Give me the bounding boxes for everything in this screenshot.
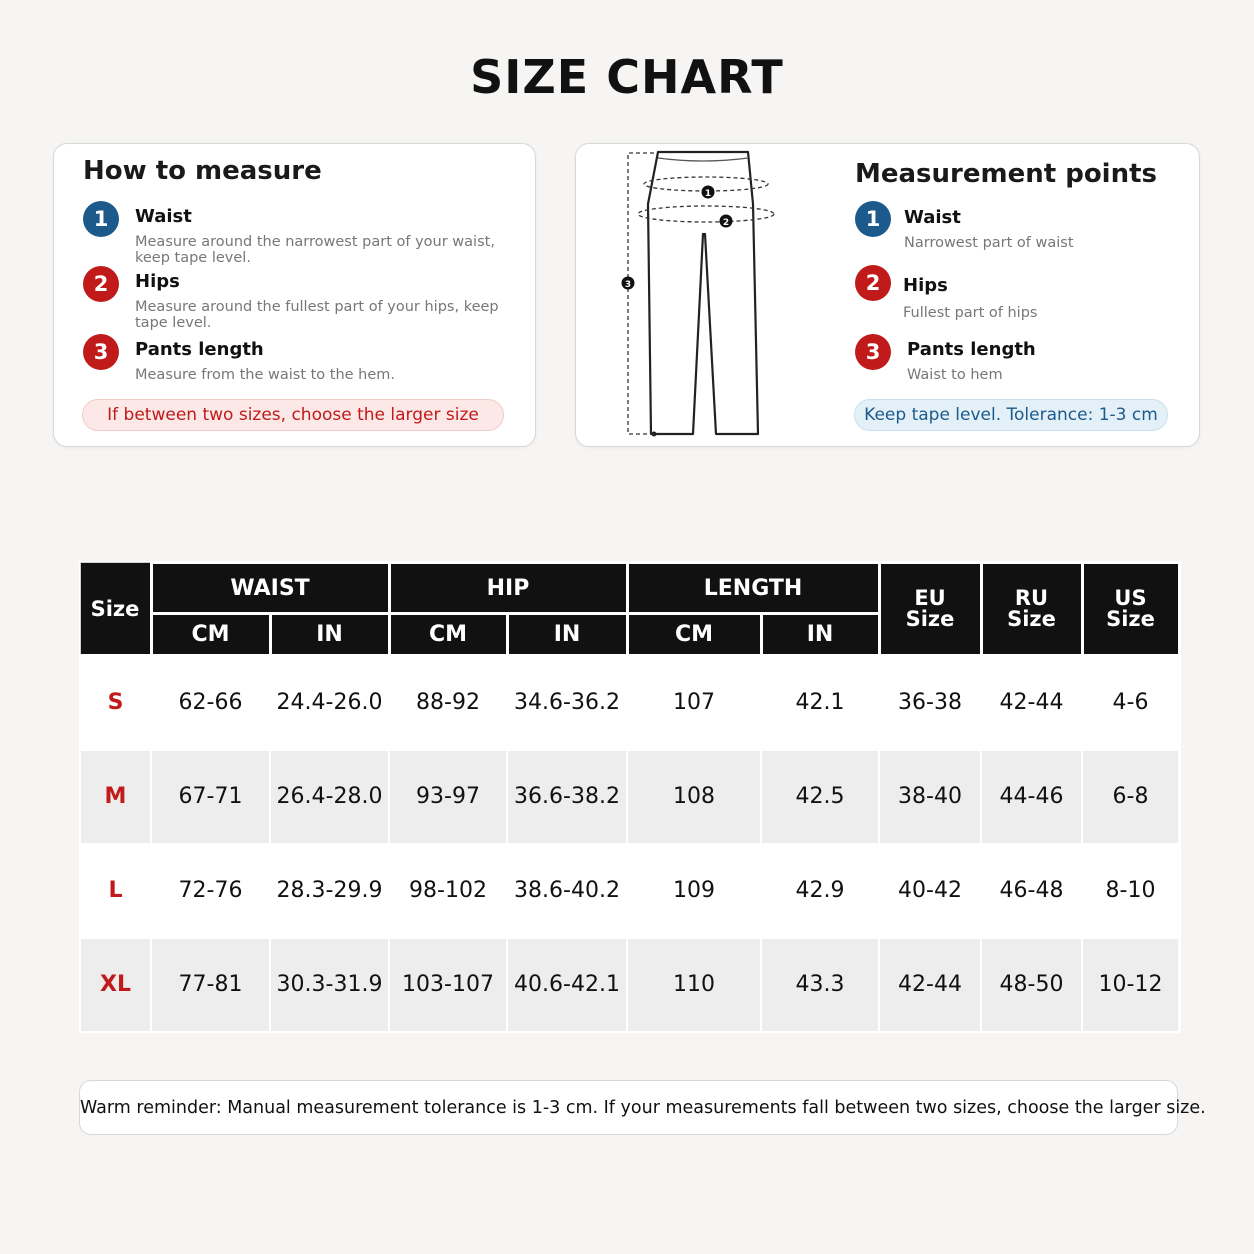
header-waist-cm: CM — [151, 614, 270, 656]
table-cell: 46-48 — [981, 844, 1082, 938]
table-cell: 38-40 — [879, 750, 981, 844]
table-cell: 26.4-28.0 — [270, 750, 389, 844]
measurement-points-card — [575, 143, 1200, 447]
svg-text:2: 2 — [722, 218, 730, 228]
header-waist-in: IN — [270, 614, 389, 656]
table-cell: 42-44 — [879, 938, 981, 1032]
how-to-measure-title: How to measure — [83, 156, 322, 186]
table-row — [80, 656, 1179, 750]
point-3-badge: 3 — [855, 334, 891, 370]
table-cell: 88-92 — [389, 656, 507, 750]
size-table — [79, 561, 1181, 1033]
header-hip: HIP — [389, 563, 627, 614]
header-eu: EU Size — [879, 563, 981, 656]
header-length-cm: CM — [627, 614, 761, 656]
step-2-badge: 2 — [83, 266, 119, 302]
size-tip-note: If between two sizes, choose the larger size — [82, 399, 504, 431]
step-1-badge: 1 — [83, 201, 119, 237]
step-hips-desc: Measure around the fullest part of your hips, keep tape level. — [135, 299, 499, 331]
table-cell: 77-81 — [151, 938, 270, 1032]
table-cell: 30.3-31.9 — [270, 938, 389, 1032]
table-cell: 40.6-42.1 — [507, 938, 627, 1032]
table-cell: 42.9 — [761, 844, 879, 938]
table-cell: 110 — [627, 938, 761, 1032]
table-cell: 24.4-26.0 — [270, 656, 389, 750]
point-2-badge: 2 — [855, 265, 891, 301]
table-cell: 109 — [627, 844, 761, 938]
table-row — [80, 938, 1179, 1032]
table-row — [80, 750, 1179, 844]
table-cell: 107 — [627, 656, 761, 750]
step-hips-label: Hips — [135, 271, 180, 292]
step-length-desc: Measure from the waist to the hem. — [135, 367, 396, 383]
table-cell: 34.6-36.2 — [507, 656, 627, 750]
header-hip-in: IN — [507, 614, 627, 656]
size-cell: L — [80, 844, 151, 938]
step-length-label: Pants length — [135, 339, 264, 360]
header-length: LENGTH — [627, 563, 879, 614]
table-cell: 72-76 — [151, 844, 270, 938]
table-cell: 98-102 — [389, 844, 507, 938]
point-hips-label: Hips — [903, 275, 948, 296]
table-cell: 42-44 — [981, 656, 1082, 750]
header-us: US Size — [1082, 563, 1179, 656]
header-length-in: IN — [761, 614, 879, 656]
table-cell: 6-8 — [1082, 750, 1179, 844]
header-size: Size — [80, 563, 151, 656]
size-cell: S — [80, 656, 151, 750]
tolerance-note: Keep tape level. Tolerance: 1-3 cm — [854, 399, 1168, 431]
svg-text:1: 1 — [704, 189, 712, 199]
table-cell: 62-66 — [151, 656, 270, 750]
pants-diagram — [616, 144, 846, 444]
how-to-measure-card — [53, 143, 536, 447]
size-cell: XL — [80, 938, 151, 1032]
measurement-points-title: Measurement points — [855, 159, 1158, 189]
header-hip-cm: CM — [389, 614, 507, 656]
table-cell: 44-46 — [981, 750, 1082, 844]
point-waist-desc: Narrowest part of waist — [904, 235, 1074, 251]
table-row — [80, 844, 1179, 938]
table-cell: 43.3 — [761, 938, 879, 1032]
table-cell: 4-6 — [1082, 656, 1179, 750]
table-cell: 108 — [627, 750, 761, 844]
header-ru: RU Size — [981, 563, 1082, 656]
step-3-badge: 3 — [83, 334, 119, 370]
step-waist-label: Waist — [135, 206, 192, 227]
table-cell: 36.6-38.2 — [507, 750, 627, 844]
point-1-badge: 1 — [855, 201, 891, 237]
table-cell: 40-42 — [879, 844, 981, 938]
table-cell: 67-71 — [151, 750, 270, 844]
table-cell: 8-10 — [1082, 844, 1179, 938]
point-hips-desc: Fullest part of hips — [903, 305, 1038, 321]
table-cell: 36-38 — [879, 656, 981, 750]
table-cell: 38.6-40.2 — [507, 844, 627, 938]
table-cell: 28.3-29.9 — [270, 844, 389, 938]
size-cell: M — [80, 750, 151, 844]
warm-reminder: Warm reminder: Manual measurement tolerance is 1-3 cm. If your measurements fall between two sizes, choose the larger size. — [79, 1080, 1178, 1135]
table-cell: 93-97 — [389, 750, 507, 844]
step-waist-desc: Measure around the narrowest part of your waist, keep tape level. — [135, 234, 495, 266]
table-cell: 48-50 — [981, 938, 1082, 1032]
table-cell: 42.1 — [761, 656, 879, 750]
header-waist: WAIST — [151, 563, 389, 614]
page-title: SIZE CHART — [470, 50, 784, 104]
table-cell: 103-107 — [389, 938, 507, 1032]
point-length-desc: Waist to hem — [907, 367, 1003, 383]
point-waist-label: Waist — [904, 207, 961, 228]
svg-text:3: 3 — [624, 280, 632, 290]
table-cell: 42.5 — [761, 750, 879, 844]
point-length-label: Pants length — [907, 339, 1036, 360]
table-cell: 10-12 — [1082, 938, 1179, 1032]
